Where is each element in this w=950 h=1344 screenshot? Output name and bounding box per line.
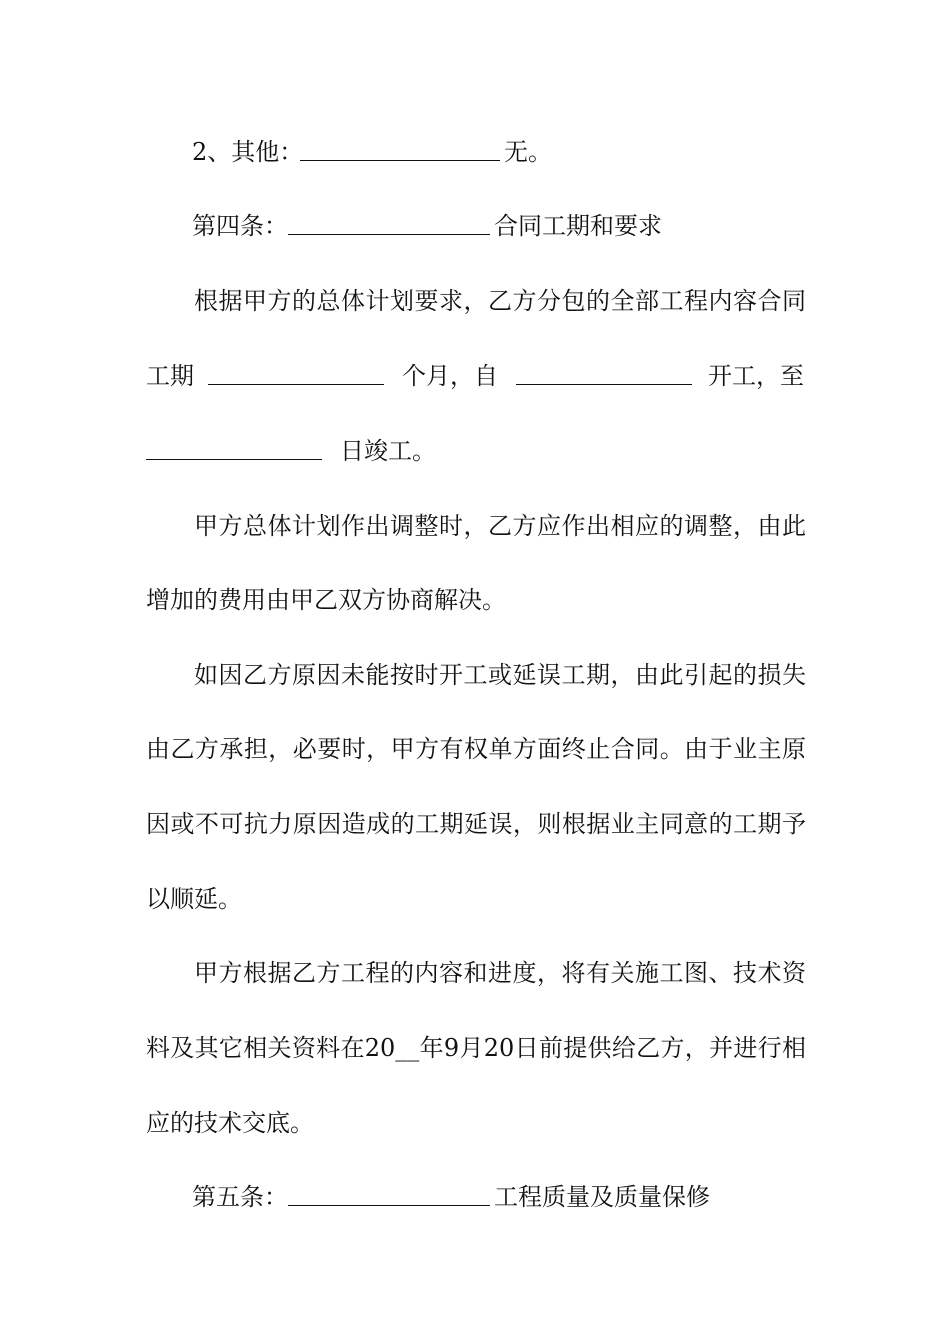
paragraph-line <box>194 281 806 321</box>
paragraph-line <box>146 804 806 844</box>
paragraph-text: 由乙方承担，必要时，甲方有权单方面终止合同。由于业主原 <box>146 735 806 763</box>
paragraph-line <box>194 506 806 546</box>
other-clause-value: 无。 <box>504 138 552 166</box>
paragraph-line <box>194 953 806 993</box>
article-four-heading <box>0 206 950 246</box>
article-four-blank <box>288 206 490 246</box>
paragraph-text: 根据甲方的总体计划要求，乙方分包的全部工程内容合同 <box>194 287 806 315</box>
other-clause-label: 2、其他： <box>192 138 304 166</box>
article-five-heading <box>0 1177 950 1217</box>
paragraph-text: 以顺延。 <box>146 885 242 913</box>
schedule-period-label: 工期 <box>146 362 194 390</box>
schedule-start-blank <box>516 356 692 396</box>
schedule-start-label: 开工，至 <box>708 362 804 390</box>
completion-line <box>0 431 950 471</box>
article-four-label: 第四条： <box>192 212 288 240</box>
article-five-label: 第五条： <box>192 1183 288 1211</box>
schedule-line <box>0 356 950 396</box>
other-clause-blank <box>300 132 500 172</box>
paragraph-line <box>146 1028 806 1068</box>
paragraph-line <box>0 580 950 620</box>
paragraph-text: 料及其它相关资料在20__年9月20日前提供给乙方，并进行相 <box>146 1034 806 1062</box>
paragraph-line <box>0 879 950 919</box>
paragraph-text: 甲方总体计划作出调整时，乙方应作出相应的调整，由此 <box>194 512 806 540</box>
completion-date-blank <box>146 431 322 471</box>
article-five-title: 工程质量及质量保修 <box>494 1183 710 1211</box>
paragraph-text: 应的技术交底。 <box>146 1109 314 1137</box>
paragraph-line <box>146 729 806 769</box>
other-clause-line <box>0 132 950 172</box>
paragraph-text: 增加的费用由甲乙双方协商解决。 <box>146 586 506 614</box>
completion-label: 日竣工。 <box>340 437 436 465</box>
paragraph-text: 因或不可抗力原因造成的工期延误，则根据业主同意的工期予 <box>146 810 806 838</box>
paragraph-line <box>194 655 806 695</box>
schedule-months-blank <box>208 356 384 396</box>
article-four-title: 合同工期和要求 <box>494 212 662 240</box>
paragraph-text: 甲方根据乙方工程的内容和进度，将有关施工图、技术资 <box>194 959 806 987</box>
schedule-months-label: 个月，自 <box>402 362 498 390</box>
paragraph-text: 如因乙方原因未能按时开工或延误工期，由此引起的损失 <box>194 661 806 689</box>
article-five-blank <box>288 1177 490 1217</box>
paragraph-line <box>0 1103 950 1143</box>
